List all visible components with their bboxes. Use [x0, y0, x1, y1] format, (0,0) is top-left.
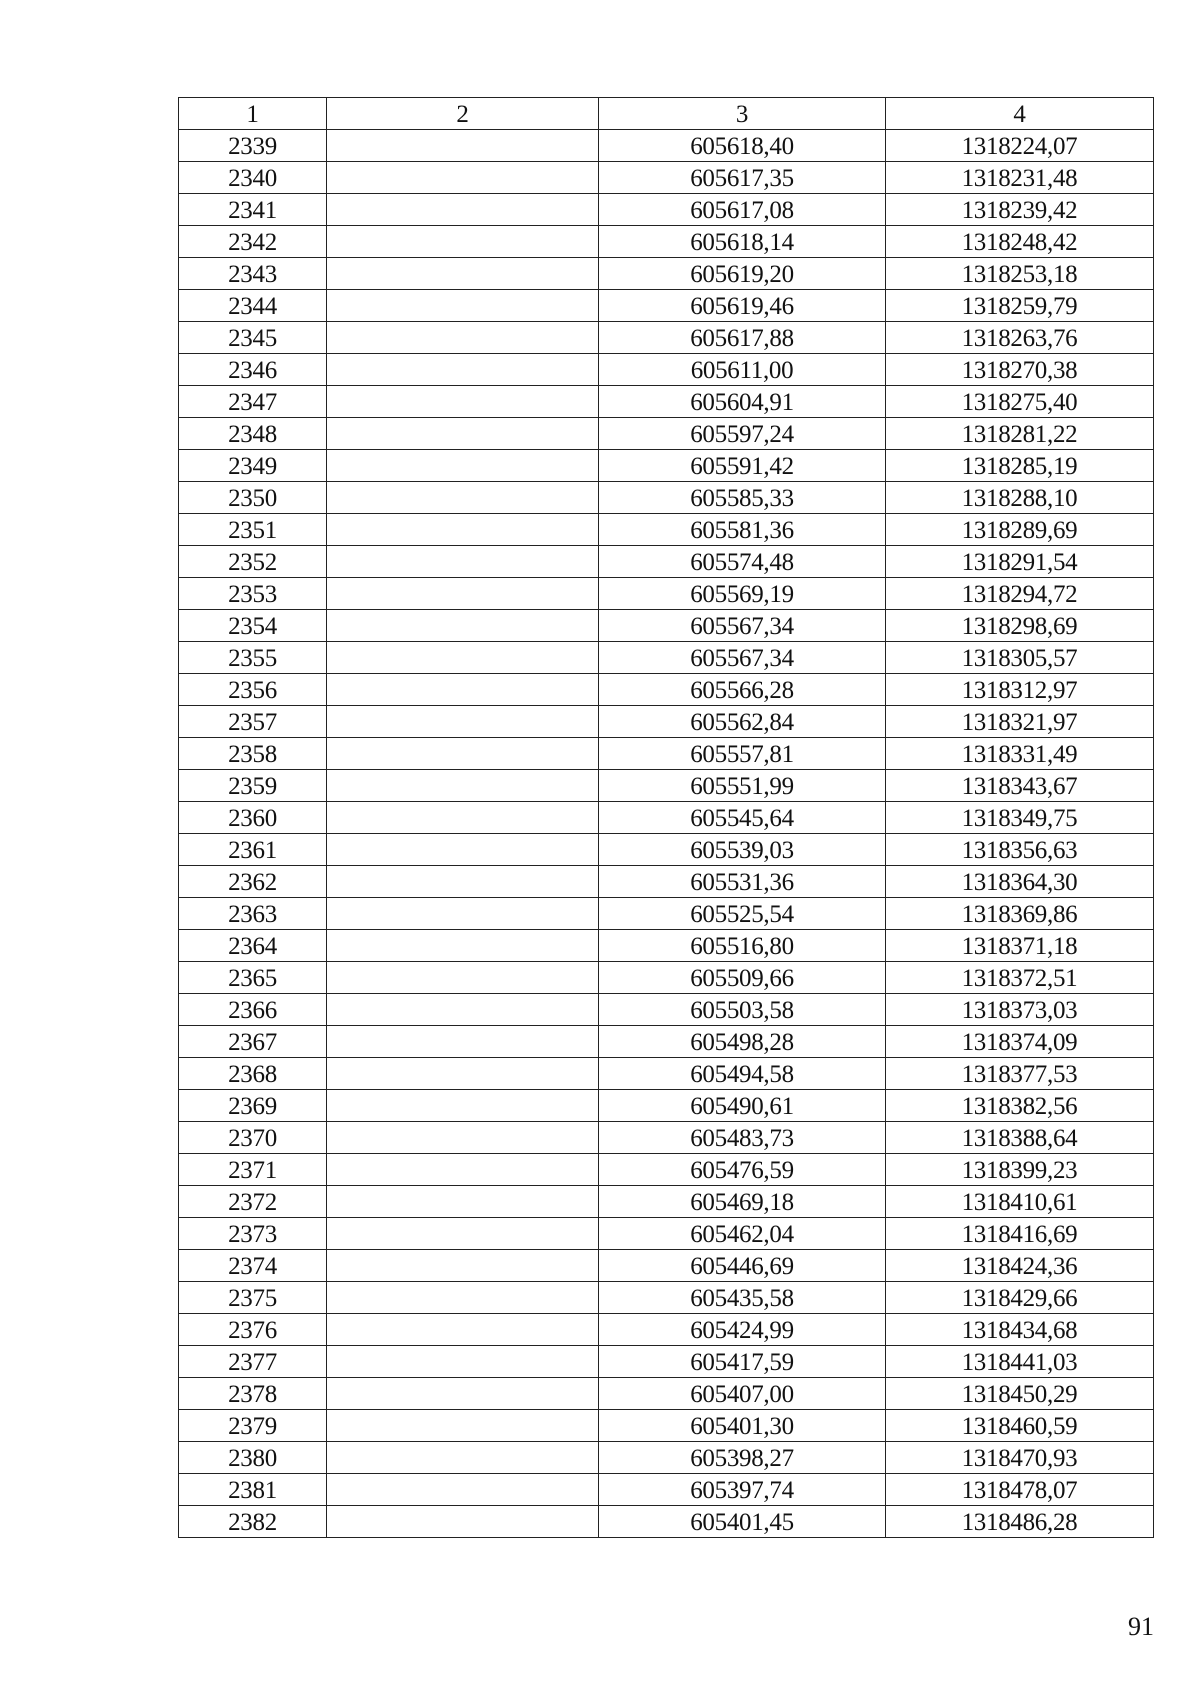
- point-number-cell: 2370: [179, 1122, 327, 1154]
- description-cell: [327, 642, 599, 674]
- y-coordinate-cell: 1318377,53: [886, 1058, 1154, 1090]
- description-cell: [327, 322, 599, 354]
- point-number-cell: 2363: [179, 898, 327, 930]
- page-number: 91: [1128, 1612, 1154, 1641]
- y-coordinate-cell: 1318349,75: [886, 802, 1154, 834]
- description-cell: [327, 226, 599, 258]
- column-header-3: 3: [599, 98, 886, 130]
- table-row: [179, 834, 1154, 866]
- description-cell: [327, 1282, 599, 1314]
- x-coordinate-cell: 605469,18: [599, 1186, 886, 1218]
- y-coordinate-cell: 1318373,03: [886, 994, 1154, 1026]
- description-cell: [327, 1026, 599, 1058]
- x-coordinate-cell: 605619,46: [599, 290, 886, 322]
- table-row: [179, 1218, 1154, 1250]
- description-cell: [327, 578, 599, 610]
- description-cell: [327, 834, 599, 866]
- table-row: [179, 1154, 1154, 1186]
- x-coordinate-cell: 605462,04: [599, 1218, 886, 1250]
- x-coordinate-cell: 605569,19: [599, 578, 886, 610]
- table-row: [179, 482, 1154, 514]
- description-cell: [327, 1410, 599, 1442]
- y-coordinate-cell: 1318372,51: [886, 962, 1154, 994]
- y-coordinate-cell: 1318263,76: [886, 322, 1154, 354]
- coordinates-table: [178, 97, 1154, 1538]
- description-cell: [327, 386, 599, 418]
- y-coordinate-cell: 1318382,56: [886, 1090, 1154, 1122]
- table-row: [179, 130, 1154, 162]
- x-coordinate-cell: 605531,36: [599, 866, 886, 898]
- point-number-cell: 2357: [179, 706, 327, 738]
- column-header-4: 4: [886, 98, 1154, 130]
- y-coordinate-cell: 1318478,07: [886, 1474, 1154, 1506]
- y-coordinate-cell: 1318410,61: [886, 1186, 1154, 1218]
- x-coordinate-cell: 605617,35: [599, 162, 886, 194]
- y-coordinate-cell: 1318259,79: [886, 290, 1154, 322]
- description-cell: [327, 898, 599, 930]
- point-number-cell: 2348: [179, 418, 327, 450]
- description-cell: [327, 1346, 599, 1378]
- description-cell: [327, 450, 599, 482]
- point-number-cell: 2360: [179, 802, 327, 834]
- point-number-cell: 2352: [179, 546, 327, 578]
- table-row: [179, 194, 1154, 226]
- y-coordinate-cell: 1318450,29: [886, 1378, 1154, 1410]
- table-row: [179, 546, 1154, 578]
- x-coordinate-cell: 605516,80: [599, 930, 886, 962]
- point-number-cell: 2367: [179, 1026, 327, 1058]
- table-row: [179, 1090, 1154, 1122]
- point-number-cell: 2339: [179, 130, 327, 162]
- description-cell: [327, 546, 599, 578]
- y-coordinate-cell: 1318298,69: [886, 610, 1154, 642]
- y-coordinate-cell: 1318470,93: [886, 1442, 1154, 1474]
- y-coordinate-cell: 1318388,64: [886, 1122, 1154, 1154]
- description-cell: [327, 162, 599, 194]
- point-number-cell: 2345: [179, 322, 327, 354]
- description-cell: [327, 1378, 599, 1410]
- y-coordinate-cell: 1318253,18: [886, 258, 1154, 290]
- table-row: [179, 1346, 1154, 1378]
- description-cell: [327, 1250, 599, 1282]
- x-coordinate-cell: 605574,48: [599, 546, 886, 578]
- y-coordinate-cell: 1318270,38: [886, 354, 1154, 386]
- point-number-cell: 2350: [179, 482, 327, 514]
- y-coordinate-cell: 1318441,03: [886, 1346, 1154, 1378]
- table-row: [179, 1378, 1154, 1410]
- x-coordinate-cell: 605591,42: [599, 450, 886, 482]
- point-number-cell: 2375: [179, 1282, 327, 1314]
- description-cell: [327, 738, 599, 770]
- description-cell: [327, 418, 599, 450]
- table-row: [179, 994, 1154, 1026]
- point-number-cell: 2368: [179, 1058, 327, 1090]
- x-coordinate-cell: 605525,54: [599, 898, 886, 930]
- table-row: [179, 258, 1154, 290]
- y-coordinate-cell: 1318364,30: [886, 866, 1154, 898]
- y-coordinate-cell: 1318305,57: [886, 642, 1154, 674]
- table-row: [179, 674, 1154, 706]
- table-row: [179, 290, 1154, 322]
- table-row: [179, 802, 1154, 834]
- point-number-cell: 2356: [179, 674, 327, 706]
- y-coordinate-cell: 1318374,09: [886, 1026, 1154, 1058]
- y-coordinate-cell: 1318231,48: [886, 162, 1154, 194]
- y-coordinate-cell: 1318294,72: [886, 578, 1154, 610]
- x-coordinate-cell: 605435,58: [599, 1282, 886, 1314]
- x-coordinate-cell: 605562,84: [599, 706, 886, 738]
- table-row: [179, 770, 1154, 802]
- x-coordinate-cell: 605417,59: [599, 1346, 886, 1378]
- y-coordinate-cell: 1318321,97: [886, 706, 1154, 738]
- point-number-cell: 2351: [179, 514, 327, 546]
- point-number-cell: 2359: [179, 770, 327, 802]
- x-coordinate-cell: 605618,40: [599, 130, 886, 162]
- column-header-1: 1: [179, 98, 327, 130]
- x-coordinate-cell: 605539,03: [599, 834, 886, 866]
- description-cell: [327, 194, 599, 226]
- y-coordinate-cell: 1318371,18: [886, 930, 1154, 962]
- x-coordinate-cell: 605483,73: [599, 1122, 886, 1154]
- x-coordinate-cell: 605490,61: [599, 1090, 886, 1122]
- y-coordinate-cell: 1318291,54: [886, 546, 1154, 578]
- y-coordinate-cell: 1318356,63: [886, 834, 1154, 866]
- point-number-cell: 2366: [179, 994, 327, 1026]
- point-number-cell: 2381: [179, 1474, 327, 1506]
- table-row: [179, 1506, 1154, 1538]
- x-coordinate-cell: 605611,00: [599, 354, 886, 386]
- y-coordinate-cell: 1318331,49: [886, 738, 1154, 770]
- x-coordinate-cell: 605398,27: [599, 1442, 886, 1474]
- table-row: [179, 930, 1154, 962]
- y-coordinate-cell: 1318434,68: [886, 1314, 1154, 1346]
- y-coordinate-cell: 1318289,69: [886, 514, 1154, 546]
- y-coordinate-cell: 1318486,28: [886, 1506, 1154, 1538]
- y-coordinate-cell: 1318312,97: [886, 674, 1154, 706]
- description-cell: [327, 1058, 599, 1090]
- x-coordinate-cell: 605476,59: [599, 1154, 886, 1186]
- point-number-cell: 2382: [179, 1506, 327, 1538]
- point-number-cell: 2380: [179, 1442, 327, 1474]
- x-coordinate-cell: 605618,14: [599, 226, 886, 258]
- point-number-cell: 2358: [179, 738, 327, 770]
- table-header: [179, 98, 1154, 130]
- description-cell: [327, 354, 599, 386]
- description-cell: [327, 674, 599, 706]
- x-coordinate-cell: 605581,36: [599, 514, 886, 546]
- x-coordinate-cell: 605503,58: [599, 994, 886, 1026]
- point-number-cell: 2372: [179, 1186, 327, 1218]
- x-coordinate-cell: 605551,99: [599, 770, 886, 802]
- description-cell: [327, 130, 599, 162]
- x-coordinate-cell: 605545,64: [599, 802, 886, 834]
- table-row: [179, 1186, 1154, 1218]
- point-number-cell: 2344: [179, 290, 327, 322]
- description-cell: [327, 706, 599, 738]
- point-number-cell: 2378: [179, 1378, 327, 1410]
- x-coordinate-cell: 605619,20: [599, 258, 886, 290]
- table-row: [179, 962, 1154, 994]
- point-number-cell: 2376: [179, 1314, 327, 1346]
- column-header-2: 2: [327, 98, 599, 130]
- description-cell: [327, 258, 599, 290]
- description-cell: [327, 962, 599, 994]
- description-cell: [327, 802, 599, 834]
- y-coordinate-cell: 1318239,42: [886, 194, 1154, 226]
- x-coordinate-cell: 605604,91: [599, 386, 886, 418]
- x-coordinate-cell: 605446,69: [599, 1250, 886, 1282]
- table-row: [179, 610, 1154, 642]
- x-coordinate-cell: 605617,88: [599, 322, 886, 354]
- table-row: [179, 162, 1154, 194]
- description-cell: [327, 1442, 599, 1474]
- point-number-cell: 2346: [179, 354, 327, 386]
- point-number-cell: 2371: [179, 1154, 327, 1186]
- point-number-cell: 2369: [179, 1090, 327, 1122]
- x-coordinate-cell: 605567,34: [599, 610, 886, 642]
- description-cell: [327, 1186, 599, 1218]
- point-number-cell: 2365: [179, 962, 327, 994]
- description-cell: [327, 930, 599, 962]
- x-coordinate-cell: 605566,28: [599, 674, 886, 706]
- table-row: [179, 1122, 1154, 1154]
- y-coordinate-cell: 1318285,19: [886, 450, 1154, 482]
- description-cell: [327, 290, 599, 322]
- x-coordinate-cell: 605567,34: [599, 642, 886, 674]
- table-row: [179, 738, 1154, 770]
- table-row: [179, 1474, 1154, 1506]
- x-coordinate-cell: 605509,66: [599, 962, 886, 994]
- table-row: [179, 1314, 1154, 1346]
- header-row: [179, 98, 1154, 130]
- y-coordinate-cell: 1318424,36: [886, 1250, 1154, 1282]
- x-coordinate-cell: 605585,33: [599, 482, 886, 514]
- point-number-cell: 2340: [179, 162, 327, 194]
- y-coordinate-cell: 1318288,10: [886, 482, 1154, 514]
- table-row: [179, 1282, 1154, 1314]
- description-cell: [327, 1314, 599, 1346]
- x-coordinate-cell: 605498,28: [599, 1026, 886, 1058]
- table-row: [179, 642, 1154, 674]
- x-coordinate-cell: 605397,74: [599, 1474, 886, 1506]
- point-number-cell: 2341: [179, 194, 327, 226]
- table-row: [179, 226, 1154, 258]
- point-number-cell: 2354: [179, 610, 327, 642]
- point-number-cell: 2379: [179, 1410, 327, 1442]
- x-coordinate-cell: 605617,08: [599, 194, 886, 226]
- description-cell: [327, 994, 599, 1026]
- table-row: [179, 866, 1154, 898]
- table-row: [179, 322, 1154, 354]
- x-coordinate-cell: 605597,24: [599, 418, 886, 450]
- description-cell: [327, 482, 599, 514]
- point-number-cell: 2374: [179, 1250, 327, 1282]
- x-coordinate-cell: 605401,30: [599, 1410, 886, 1442]
- y-coordinate-cell: 1318369,86: [886, 898, 1154, 930]
- point-number-cell: 2347: [179, 386, 327, 418]
- table-body: [179, 130, 1154, 1538]
- y-coordinate-cell: 1318429,66: [886, 1282, 1154, 1314]
- point-number-cell: 2373: [179, 1218, 327, 1250]
- y-coordinate-cell: 1318248,42: [886, 226, 1154, 258]
- table-row: [179, 386, 1154, 418]
- table-row: [179, 450, 1154, 482]
- point-number-cell: 2355: [179, 642, 327, 674]
- table-row: [179, 1442, 1154, 1474]
- description-cell: [327, 1218, 599, 1250]
- description-cell: [327, 514, 599, 546]
- description-cell: [327, 1090, 599, 1122]
- table-row: [179, 418, 1154, 450]
- table-row: [179, 354, 1154, 386]
- point-number-cell: 2377: [179, 1346, 327, 1378]
- y-coordinate-cell: 1318281,22: [886, 418, 1154, 450]
- description-cell: [327, 1154, 599, 1186]
- table-row: [179, 1026, 1154, 1058]
- y-coordinate-cell: 1318460,59: [886, 1410, 1154, 1442]
- y-coordinate-cell: 1318343,67: [886, 770, 1154, 802]
- y-coordinate-cell: 1318275,40: [886, 386, 1154, 418]
- description-cell: [327, 770, 599, 802]
- point-number-cell: 2361: [179, 834, 327, 866]
- table-row: [179, 706, 1154, 738]
- x-coordinate-cell: 605494,58: [599, 1058, 886, 1090]
- table-row: [179, 1410, 1154, 1442]
- y-coordinate-cell: 1318224,07: [886, 130, 1154, 162]
- x-coordinate-cell: 605424,99: [599, 1314, 886, 1346]
- table-row: [179, 1250, 1154, 1282]
- description-cell: [327, 610, 599, 642]
- table-row: [179, 514, 1154, 546]
- point-number-cell: 2343: [179, 258, 327, 290]
- y-coordinate-cell: 1318416,69: [886, 1218, 1154, 1250]
- point-number-cell: 2349: [179, 450, 327, 482]
- point-number-cell: 2364: [179, 930, 327, 962]
- x-coordinate-cell: 605557,81: [599, 738, 886, 770]
- point-number-cell: 2342: [179, 226, 327, 258]
- point-number-cell: 2362: [179, 866, 327, 898]
- description-cell: [327, 1506, 599, 1538]
- description-cell: [327, 1474, 599, 1506]
- y-coordinate-cell: 1318399,23: [886, 1154, 1154, 1186]
- point-number-cell: 2353: [179, 578, 327, 610]
- x-coordinate-cell: 605401,45: [599, 1506, 886, 1538]
- table-row: [179, 1058, 1154, 1090]
- table-row: [179, 578, 1154, 610]
- x-coordinate-cell: 605407,00: [599, 1378, 886, 1410]
- table-row: [179, 898, 1154, 930]
- description-cell: [327, 866, 599, 898]
- description-cell: [327, 1122, 599, 1154]
